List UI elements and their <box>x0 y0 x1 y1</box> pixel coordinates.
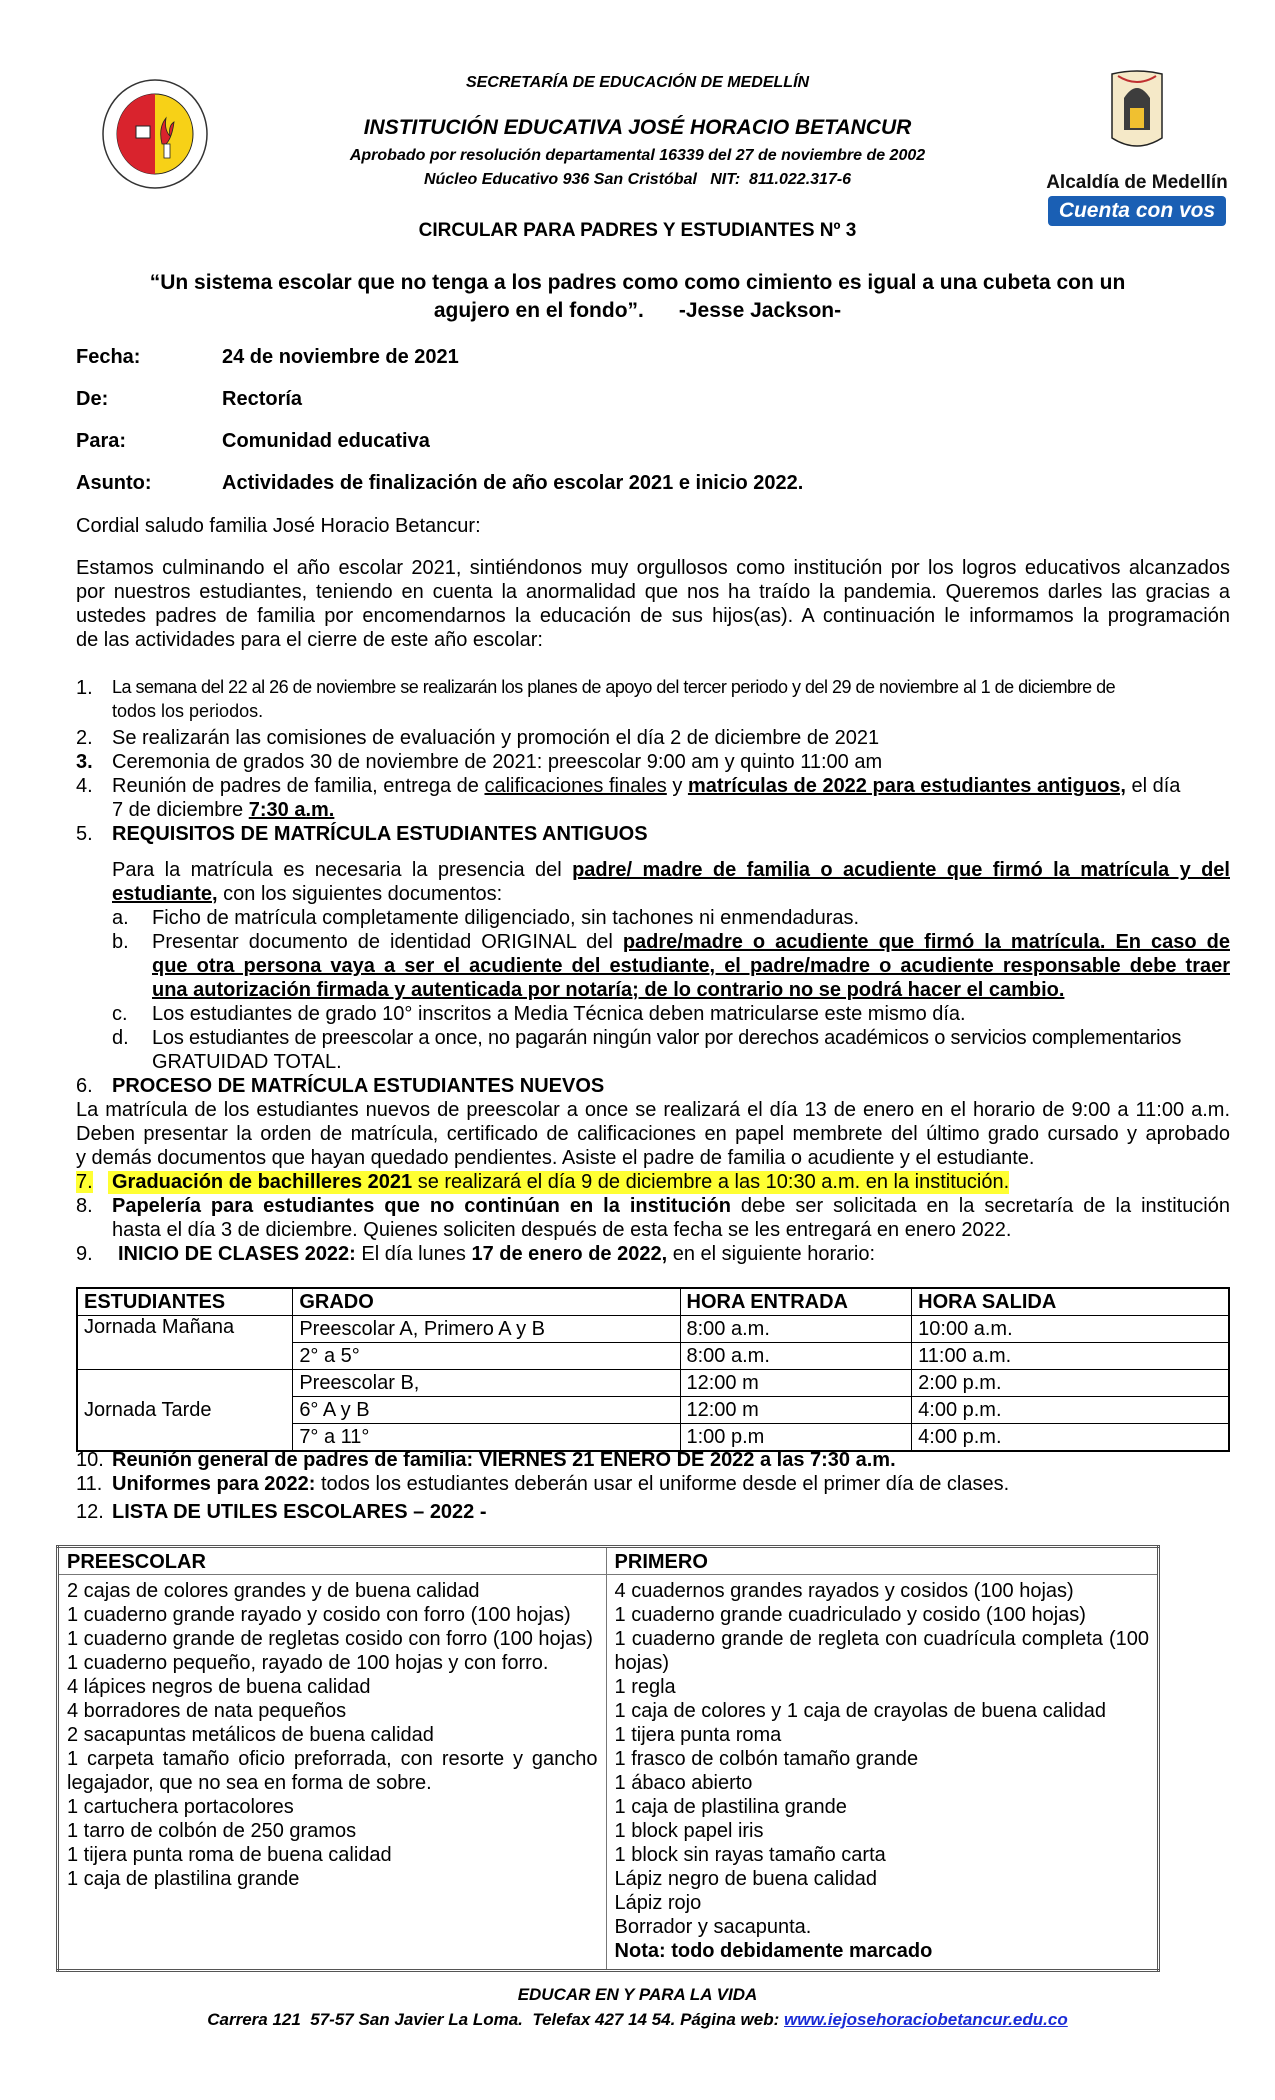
list-item: 1 caja de plastilina grande <box>614 1796 847 1818</box>
list-item: 1 ábaco abierto <box>614 1772 753 1794</box>
entrada-cell: 8:00 a.m. <box>680 1343 912 1370</box>
list-item: 1 regla <box>614 1676 676 1698</box>
de-label: De: <box>76 388 109 410</box>
item-6-title: PROCESO DE MATRÍCULA ESTUDIANTES NUEVOS <box>112 1075 605 1097</box>
website-link[interactable]: www.iejosehoraciobetancur.edu.co <box>784 2010 1068 2029</box>
item-9-inicio: INICIO DE CLASES 2022: <box>118 1243 356 1265</box>
supplies-table <box>56 1545 1160 1972</box>
item-4-text-a: Reunión de padres de familia, entrega de <box>112 775 485 797</box>
list-item: 1 block sin rayas tamaño carta <box>614 1844 886 1866</box>
list-item: 1 cuaderno grande rayado y cosido con forro (100 hojas) <box>67 1604 571 1626</box>
alcaldia-name: Alcaldía de Medellín <box>1046 172 1228 193</box>
fecha-label: Fecha: <box>76 346 141 368</box>
item-4-time: 7:30 a.m. <box>248 799 335 821</box>
item-8-line-2: hasta el día 3 de diciembre. Quienes soliciten después de esta fecha se les entregará en enero 2022. <box>112 1219 1012 1241</box>
item-9-text-b: El día lunes <box>355 1243 472 1265</box>
item-2-number: 2. <box>76 727 93 749</box>
item-5-number: 5. <box>76 823 93 845</box>
item-1-line-2: todos los periodos. <box>112 701 264 721</box>
entrada-cell: 12:00 m <box>680 1397 912 1424</box>
item-4-number: 4. <box>76 775 93 797</box>
item-5b-text-b: padre/madre o acudiente que firmó la matrícula. En caso de <box>622 931 1230 953</box>
item-5-para-a: Para la matrícula es necesaria la presencia del <box>112 859 573 881</box>
item-9-date: 17 de enero de 2022, <box>471 1243 668 1265</box>
asunto-value: Actividades de finalización de año escolar 2021 e inicio 2022. <box>222 472 804 494</box>
list-item: Lápiz negro de buena calidad <box>614 1868 877 1890</box>
para-value: Comunidad educativa <box>222 430 430 452</box>
footer-address <box>0 2010 1275 2030</box>
item-4-date: 7 de diciembre <box>112 799 249 821</box>
list-item: 1 cuaderno grande cuadriculado y cosido (100 hojas) <box>614 1604 1086 1626</box>
salida-cell: 2:00 p.m. <box>912 1370 1229 1397</box>
item-8-number: 8. <box>76 1195 93 1217</box>
list-item: 1 cuaderno grande de regletas cosido con forro (100 hojas) <box>67 1628 593 1650</box>
item-5-para-line-2 <box>112 883 502 906</box>
list-item: 1 tijera punta roma <box>614 1724 782 1746</box>
item-11-uniformes: Uniformes para 2022: <box>112 1473 316 1495</box>
table-row <box>77 1370 1229 1397</box>
item-5d-line-1: Los estudiantes de preescolar a once, no pagarán ningún valor por derechos académicos o servicios complementarios <box>152 1027 1182 1049</box>
item-5d-letter: d. <box>112 1027 129 1049</box>
grado-cell: 6° A y B <box>293 1397 680 1424</box>
list-item: 1 caja de plastilina grande <box>67 1868 300 1890</box>
item-12-text: LISTA DE UTILES ESCOLARES – 2022 - <box>112 1501 487 1523</box>
item-5-para-b: padre/ madre de familia o acudiente que firmó la matrícula y del <box>572 859 1230 881</box>
circular-title: CIRCULAR PARA PADRES Y ESTUDIANTES Nº 3 <box>418 220 857 241</box>
footer-slogan: EDUCAR EN Y PARA LA VIDA <box>517 1985 758 2004</box>
quote-line-1: “Un sistema escolar que no tenga a los padres como como cimiento es igual a una cubeta con un <box>149 271 1126 294</box>
item-7-number <box>76 1171 93 1194</box>
schedule-header-row <box>77 1288 1229 1316</box>
item-4-line-1 <box>112 775 1180 798</box>
grado-cell: 7° a 11° <box>293 1424 680 1452</box>
item-1-number: 1. <box>76 677 93 699</box>
item-4-text-b: calificaciones finales <box>484 775 667 797</box>
item-6-line-2: Deben presentar la orden de matrícula, certificado de calificaciones en papel membrete del último grado cursado y aprobado <box>76 1123 1230 1145</box>
item-6-number: 6. <box>76 1075 93 1097</box>
item-7-graduacion: Graduación de bachilleres 2021 <box>112 1171 413 1193</box>
item-5b-line-3: una autorización firmada y autenticada por notaría; de lo contrario no se podrá hacer el cambio. <box>152 979 1065 1001</box>
item-5b-text-a: Presentar documento de identidad ORIGINAL del <box>152 931 623 953</box>
intro-line-3: ustedes padres de familia por encomendarnos la educación de sus hijos(as). A continuación le informamos la programación <box>76 605 1230 627</box>
item-9-text-d: en el siguiente horario: <box>667 1243 876 1265</box>
schedule-header: GRADO <box>293 1288 680 1316</box>
item-5-estudiante: estudiante, <box>112 883 218 905</box>
table-row <box>77 1316 1229 1343</box>
salida-cell: 11:00 a.m. <box>912 1343 1229 1370</box>
item-5c-letter: c. <box>112 1003 128 1025</box>
list-item: 1 tijera punta roma de buena calidad <box>67 1844 392 1866</box>
item-5c-text: Los estudiantes de grado 10° inscritos a Media Técnica deben matricularse este mismo día. <box>152 1003 966 1025</box>
entrada-cell: 12:00 m <box>680 1370 912 1397</box>
item-5b-line-2: que otra persona vaya a ser el acudiente del estudiante, el padre/madre o acudiente responsable debe traer <box>152 955 1230 977</box>
item-7-details: se realizará el día 9 de diciembre a las 10:30 a.m. en la institución. <box>412 1171 1010 1193</box>
schedule-header: HORA ENTRADA <box>680 1288 912 1316</box>
list-item: Borrador y sacapunta. <box>614 1916 812 1938</box>
nucleo-text: Núcleo Educativo 936 San Cristóbal NIT: 811.022.317-6 <box>423 171 852 188</box>
supplies-header-row <box>58 1547 1159 1575</box>
preescolar-header: PREESCOLAR <box>58 1547 607 1575</box>
item-3-text: Ceremonia de grados 30 de noviembre de 2021: preescolar 9:00 am y quinto 11:00 am <box>112 751 883 773</box>
grado-cell: 2° a 5° <box>293 1343 680 1370</box>
item-4-text-e: el día <box>1125 775 1181 797</box>
item-5b-letter: b. <box>112 931 129 953</box>
list-item: 1 block papel iris <box>614 1820 764 1842</box>
item-4-text-d: matrículas de 2022 para estudiantes antiguos, <box>687 775 1126 797</box>
jornada-tarde-cell: Jornada Tarde <box>77 1370 293 1452</box>
schedule-table <box>76 1287 1230 1452</box>
list-item: 1 carpeta tamaño oficio preforrada, con resorte y gancho legajador, que no sea en forma de sobre. <box>67 1748 598 1794</box>
para-label: Para: <box>76 430 127 452</box>
item-4-line-2 <box>112 799 334 822</box>
item-11-number: 11. <box>76 1473 103 1495</box>
item-6-line-1: La matrícula de los estudiantes nuevos de preescolar a once se realizará el día 13 de enero en el horario de 9:00 a 11:00 a.m. <box>76 1099 1230 1121</box>
salida-cell: 10:00 a.m. <box>912 1316 1229 1343</box>
item-5d-line-2: GRATUIDAD TOTAL. <box>152 1051 342 1073</box>
item-9-text <box>118 1243 875 1266</box>
supplies-body-row <box>58 1575 1159 1971</box>
list-item: 1 tarro de colbón de 250 gramos <box>67 1820 357 1842</box>
item-4-text-c: y <box>666 775 688 797</box>
list-item: 1 cuaderno pequeño, rayado de 100 hojas y con forro. <box>67 1652 549 1674</box>
schedule-header: ESTUDIANTES <box>77 1288 293 1316</box>
list-item: 4 lápices negros de buena calidad <box>67 1676 371 1698</box>
item-8-details: debe ser solicitada en la secretaría de la institución <box>730 1195 1231 1217</box>
item-2-text: Se realizarán las comisiones de evaluación y promoción el día 2 de diciembre de 2021 <box>112 727 880 749</box>
cuenta-con-vos-badge: Cuenta con vos <box>1048 196 1226 226</box>
item-10-number: 10. <box>76 1449 104 1471</box>
primero-list <box>606 1575 1158 1971</box>
list-item: 1 caja de colores y 1 caja de crayolas de buena calidad <box>614 1700 1106 1722</box>
list-item: 1 frasco de colbón tamaño grande <box>614 1748 919 1770</box>
list-item: 4 borradores de nata pequeños <box>67 1700 347 1722</box>
item-5a-letter: a. <box>112 907 129 929</box>
list-item: 2 cajas de colores grandes y de buena calidad <box>67 1580 480 1602</box>
item-1-line-1: La semana del 22 al 26 de noviembre se realizarán los planes de apoyo del tercer periodo y del 29 de noviembre al 1 de diciembre de <box>112 677 1116 697</box>
entrada-cell: 1:00 p.m <box>680 1424 912 1452</box>
item-7-number-text: 7. <box>76 1171 93 1193</box>
item-5-title: REQUISITOS DE MATRÍCULA ESTUDIANTES ANTIGUOS <box>112 823 648 845</box>
item-12-number: 12. <box>76 1501 104 1523</box>
list-item: 1 cuaderno grande de regleta con cuadrícula completa (100 hojas) <box>614 1628 1149 1674</box>
secretaria-title: SECRETARÍA DE EDUCACIÓN DE MEDELLÍN <box>465 74 810 91</box>
preescolar-list <box>58 1575 607 1971</box>
salida-cell: 4:00 p.m. <box>912 1397 1229 1424</box>
footer-address-text: Carrera 121 57-57 San Javier La Loma. Telefax 427 14 54. Página web: <box>207 2010 784 2029</box>
item-6-line-3: y demás documentos que hayan quedado pendientes. Asiste el padre de familia o acudiente y el estudiante. <box>76 1147 1035 1169</box>
alcaldia-logo <box>1042 68 1232 238</box>
item-5-para-line-1 <box>112 859 1230 882</box>
salida-cell: 4:00 p.m. <box>912 1424 1229 1452</box>
item-11-details: todos los estudiantes deberán usar el uniforme desde el primer día de clases. <box>315 1473 1010 1495</box>
fecha-value: 24 de noviembre de 2021 <box>222 346 459 368</box>
item-11-text <box>112 1473 1009 1496</box>
de-value: Rectoría <box>222 388 303 410</box>
intro-line-2: por nuestros estudiantes, teniendo en cuenta la anormalidad que nos ha traído la pandemia. Queremos darles las gracias a <box>76 581 1230 603</box>
item-8-papeleria: Papelería para estudiantes que no continúan en la institución <box>112 1195 731 1217</box>
item-5b-line-1 <box>152 931 1230 954</box>
list-item: Lápiz rojo <box>614 1892 702 1914</box>
greeting: Cordial saludo familia José Horacio Betancur: <box>76 515 481 537</box>
list-item: 1 cartuchera portacolores <box>67 1796 294 1818</box>
grado-cell: Preescolar A, Primero A y B <box>293 1316 680 1343</box>
item-10-text: Reunión general de padres de familia: VIERNES 21 ENERO DE 2022 a las 7:30 a.m. <box>112 1449 896 1471</box>
quote-line-2: agujero en el fondo”. -Jesse Jackson- <box>433 299 842 322</box>
list-item: 2 sacapuntas metálicos de buena calidad <box>67 1724 434 1746</box>
grado-cell: Preescolar B, <box>293 1370 680 1397</box>
intro-line-4: de las actividades para el cierre de este año escolar: <box>76 629 543 651</box>
item-7-text <box>108 1171 1009 1194</box>
entrada-cell: 8:00 a.m. <box>680 1316 912 1343</box>
item-9-number: 9. <box>76 1243 93 1265</box>
primero-header: PRIMERO <box>606 1547 1158 1575</box>
item-5a-text: Ficho de matrícula completamente diligenciado, sin tachones ni enmendaduras. <box>152 907 860 929</box>
jornada-manana-cell: Jornada Mañana <box>77 1316 293 1370</box>
resolution-text: Aprobado por resolución departamental 16339 del 27 de noviembre de 2002 <box>349 147 926 164</box>
supplies-note: Nota: todo debidamente marcado <box>614 1940 933 1962</box>
item-5-docs: con los siguientes documentos: <box>217 883 503 905</box>
institution-name: INSTITUCIÓN EDUCATIVA JOSÉ HORACIO BETANCUR <box>363 116 912 139</box>
intro-line-1: Estamos culminando el año escolar 2021, sintiéndonos muy orgullosos como institución por los logros educativos alcanzados <box>76 557 1230 579</box>
item-3-number: 3. <box>76 751 93 773</box>
asunto-label: Asunto: <box>76 472 152 494</box>
list-item: 4 cuadernos grandes rayados y cosidos (100 hojas) <box>614 1580 1074 1602</box>
item-8-line-1 <box>112 1195 1230 1218</box>
schedule-header: HORA SALIDA <box>912 1288 1229 1316</box>
